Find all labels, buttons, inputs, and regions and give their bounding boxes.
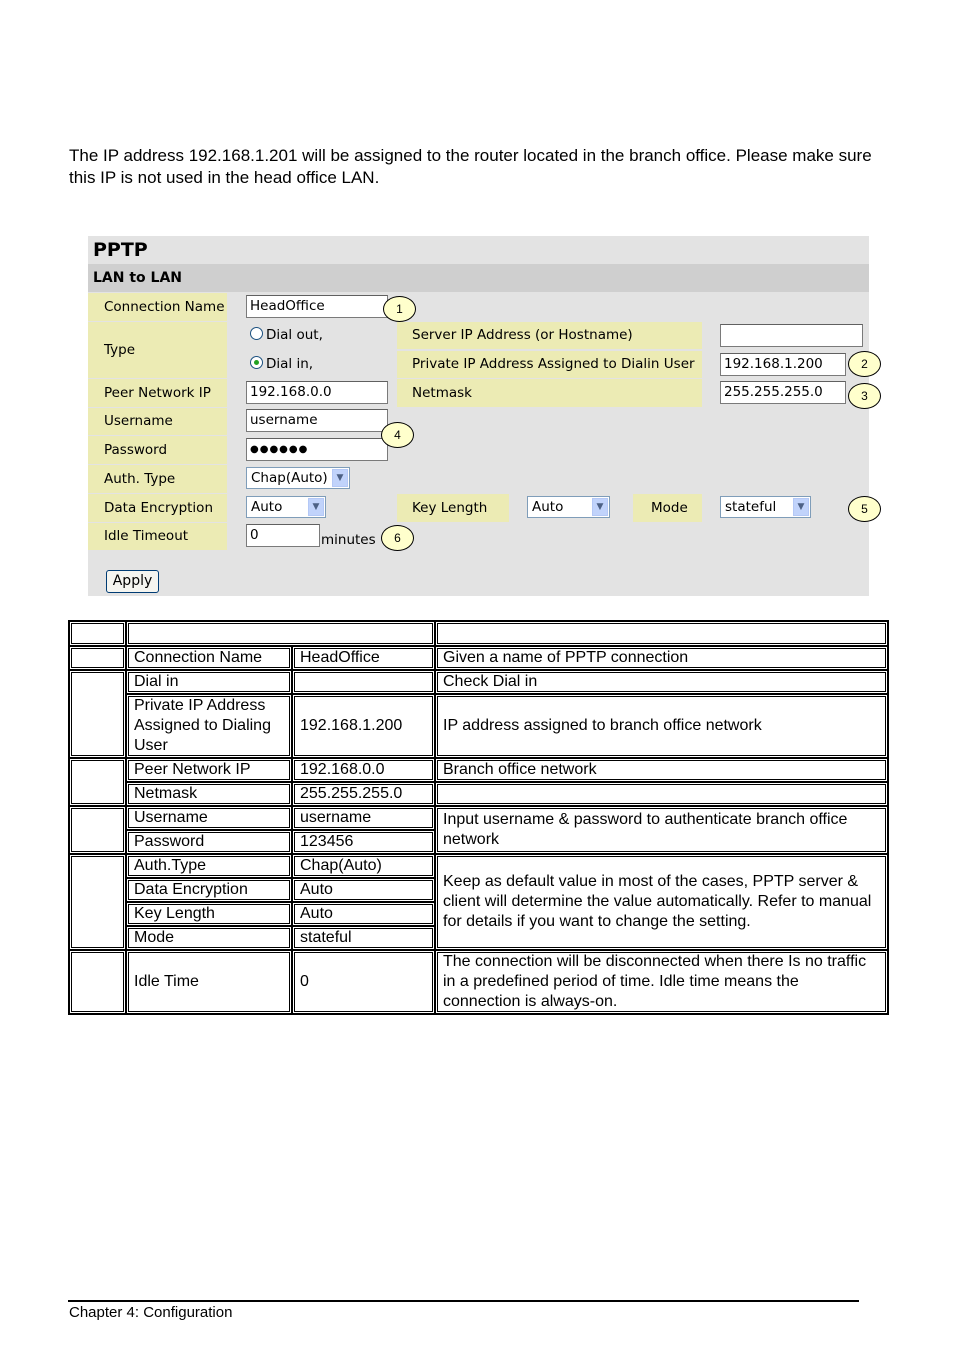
connection-name-label: Connection Name — [88, 293, 227, 321]
table-cell: Password — [126, 830, 292, 854]
table-cell: 192.168.1.200 — [292, 694, 435, 758]
connection-name-input[interactable]: HeadOffice — [246, 295, 388, 318]
idle-timeout-input[interactable]: 0 — [246, 524, 320, 547]
table-cell: The connection will be disconnected when there Is no traffic in a predefined period of time. Idle time means the connection is always-on. — [435, 950, 888, 1014]
auth-type-select[interactable] — [246, 467, 350, 489]
mode-value: stateful — [725, 499, 777, 515]
table-cell — [435, 782, 888, 806]
table-cell — [69, 854, 126, 950]
auth-type-label: Auth. Type — [88, 465, 227, 493]
table-cell: Chap(Auto) — [292, 854, 435, 878]
dial-out-radio[interactable] — [250, 327, 263, 340]
idle-timeout-label: Idle Timeout — [88, 523, 227, 550]
server-ip-label: Server IP Address (or Hostname) — [397, 322, 702, 349]
key-length-label: Key Length — [397, 494, 509, 522]
chevron-down-icon[interactable]: ▼ — [592, 498, 608, 516]
table-cell: Auth.Type — [126, 854, 292, 878]
table-cell: 0 — [292, 950, 435, 1014]
table-cell: Auto — [292, 902, 435, 926]
page-footer: Chapter 4: Configuration — [69, 1304, 233, 1321]
table-row — [69, 646, 888, 670]
server-ip-input[interactable] — [720, 324, 863, 347]
table-cell — [69, 646, 126, 670]
peer-network-label: Peer Network IP — [88, 379, 227, 407]
dial-out-label: Dial out, — [266, 327, 323, 343]
type-label: Type — [88, 322, 227, 378]
table-cell: HeadOffice — [292, 646, 435, 670]
table-cell — [435, 621, 888, 646]
table-cell: Netmask — [126, 782, 292, 806]
annotation-badge: 6 — [381, 525, 414, 551]
table-cell: Data Encryption — [126, 878, 292, 902]
table-cell: Idle Time — [126, 950, 292, 1014]
annotation-badge: 4 — [381, 422, 414, 448]
table-cell — [69, 621, 126, 646]
annotation-badge: 5 — [848, 496, 881, 522]
username-input[interactable]: username — [246, 409, 388, 432]
table-cell — [292, 670, 435, 694]
table-cell: Keep as default value in most of the cases, PPTP server & client will determine the value automatically. Refer to manual for details if you want to change the setting. — [435, 854, 888, 950]
table-cell: Connection Name — [126, 646, 292, 670]
table-cell: Peer Network IP — [126, 758, 292, 782]
password-label: Password — [88, 436, 227, 464]
auth-type-value: Chap(Auto) — [251, 470, 328, 486]
mode-label: Mode — [633, 494, 702, 522]
table-cell: Mode — [126, 926, 292, 950]
minutes-label: minutes — [321, 532, 376, 548]
table-row — [69, 806, 888, 830]
annotation-badge: 3 — [848, 383, 881, 409]
table-cell: stateful — [292, 926, 435, 950]
key-length-value: Auto — [532, 499, 564, 515]
intro-paragraph: The IP address 192.168.1.201 will be assigned to the router located in the branch office. Please make sure this IP is not used in the head office LAN. — [69, 146, 872, 187]
table-cell: Auto — [292, 878, 435, 902]
table-cell: Key Length — [126, 902, 292, 926]
footer-rule — [68, 1300, 859, 1302]
table-row — [69, 694, 888, 758]
table-cell — [69, 950, 126, 1014]
table-row — [69, 782, 888, 806]
panel-subtitle: LAN to LAN — [88, 264, 869, 292]
pptp-panel — [88, 236, 869, 596]
private-ip-input[interactable]: 192.168.1.200 — [720, 353, 846, 376]
mode-select[interactable] — [720, 496, 811, 518]
annotation-badge: 1 — [383, 296, 416, 322]
table-cell: Branch office network — [435, 758, 888, 782]
table-cell: Dial in — [126, 670, 292, 694]
panel-title: PPTP — [88, 236, 869, 264]
chevron-down-icon[interactable]: ▼ — [308, 498, 324, 516]
table-cell: 192.168.0.0 — [292, 758, 435, 782]
username-label: Username — [88, 408, 227, 435]
table-row — [69, 854, 888, 878]
table-cell: Check Dial in — [435, 670, 888, 694]
settings-description-table — [68, 620, 889, 1015]
annotation-badge: 2 — [848, 351, 881, 377]
private-ip-label: Private IP Address Assigned to Dialin User — [397, 351, 702, 378]
table-row — [69, 758, 888, 782]
key-length-select[interactable] — [527, 496, 610, 518]
password-input[interactable]: ●●●●●● — [246, 438, 388, 461]
netmask-label: Netmask — [397, 379, 702, 407]
table-cell — [69, 670, 126, 758]
peer-network-input[interactable]: 192.168.0.0 — [246, 381, 388, 404]
table-header-row — [69, 621, 888, 646]
data-encryption-select[interactable] — [246, 496, 326, 518]
table-cell: Input username & password to authenticate branch office network — [435, 806, 888, 854]
table-cell: 123456 — [292, 830, 435, 854]
dial-in-label: Dial in, — [266, 356, 314, 372]
table-cell: username — [292, 806, 435, 830]
apply-button[interactable]: Apply — [106, 570, 159, 593]
table-cell — [126, 621, 435, 646]
table-cell: 255.255.255.0 — [292, 782, 435, 806]
table-cell: IP address assigned to branch office network — [435, 694, 888, 758]
chevron-down-icon[interactable]: ▼ — [793, 498, 809, 516]
netmask-input[interactable]: 255.255.255.0 — [720, 381, 846, 404]
data-encryption-value: Auto — [251, 499, 283, 515]
table-cell: Given a name of PPTP connection — [435, 646, 888, 670]
dial-out-option[interactable] — [229, 322, 395, 349]
chevron-down-icon[interactable]: ▼ — [332, 469, 348, 487]
table-row — [69, 950, 888, 1014]
dial-in-option[interactable] — [229, 351, 395, 378]
table-cell — [69, 806, 126, 854]
table-cell: Private IP Address Assigned to Dialing User — [126, 694, 292, 758]
table-row — [69, 670, 888, 694]
table-cell — [69, 758, 126, 806]
table-cell: Username — [126, 806, 292, 830]
data-encryption-label: Data Encryption — [88, 494, 227, 522]
dial-in-radio[interactable] — [250, 356, 263, 369]
